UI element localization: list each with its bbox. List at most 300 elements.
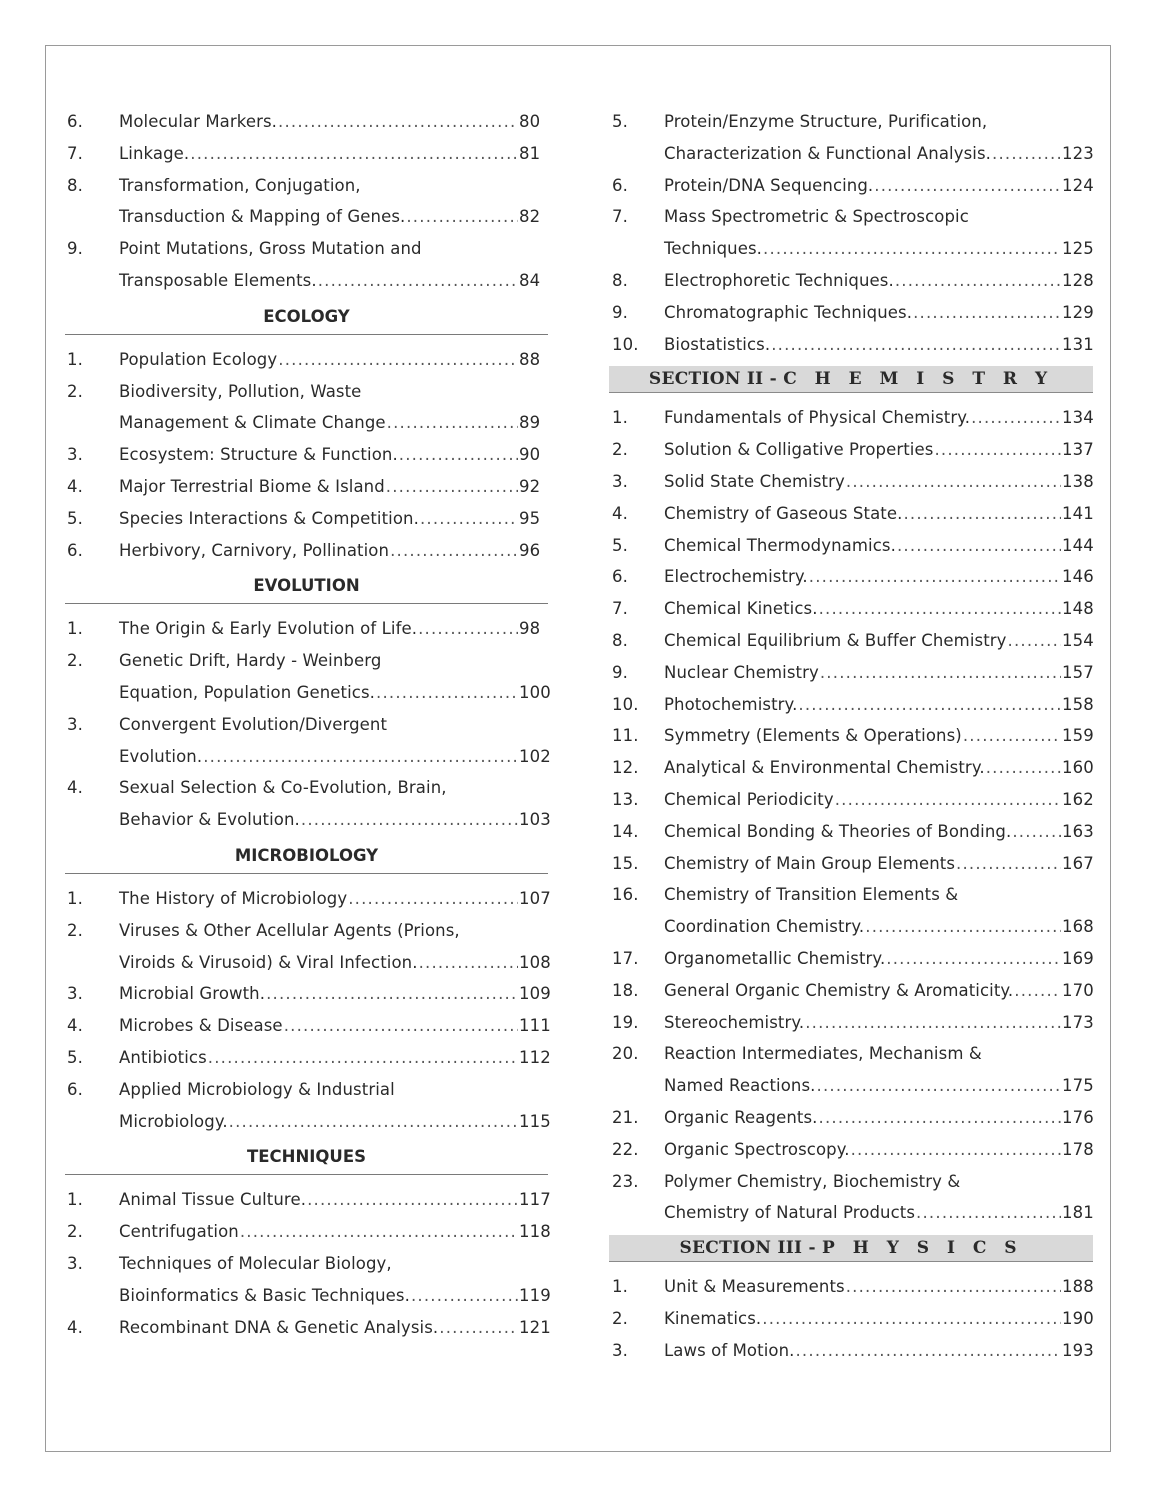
entry-title: Characterization & Functional Analysis. bbox=[664, 143, 992, 163]
entry-title: Techniques. bbox=[664, 239, 763, 259]
toc-entry[interactable] bbox=[67, 1042, 549, 1074]
dot-leader bbox=[771, 329, 1061, 361]
entry-page-number: 134 bbox=[1062, 408, 1094, 428]
entry-page-number: 170 bbox=[1062, 980, 1094, 1000]
toc-entry[interactable] bbox=[612, 911, 1093, 943]
entry-title: Chemical Equilibrium & Buffer Chemistry bbox=[664, 630, 1007, 650]
entry-title: Management & Climate Change bbox=[119, 413, 386, 433]
entry-number: 4. bbox=[67, 1016, 83, 1036]
entry-page-number: 188 bbox=[1062, 1277, 1094, 1297]
toc-entry[interactable] bbox=[612, 530, 1093, 562]
entry-page-number: 112 bbox=[519, 1047, 551, 1067]
entry-title: Electrophoretic Techniques. bbox=[664, 270, 894, 290]
entry-title: Population Ecology bbox=[119, 349, 278, 369]
entry-title: Mass Spectrometric & Spectroscopic bbox=[664, 207, 969, 227]
entry-page-number: 124 bbox=[1062, 175, 1094, 195]
section-heading: MICROBIOLOGY bbox=[65, 838, 548, 874]
entry-number: 3. bbox=[67, 1253, 83, 1273]
toc-entry[interactable] bbox=[67, 407, 549, 439]
entry-page-number: 158 bbox=[1062, 694, 1094, 714]
entry-page-number: 107 bbox=[519, 888, 551, 908]
dot-leader bbox=[865, 911, 1061, 943]
toc-entry[interactable] bbox=[612, 975, 1093, 1007]
entry-title: Species Interactions & Competition. bbox=[119, 508, 419, 528]
entry-number: 5. bbox=[67, 508, 83, 528]
entry-page-number: 160 bbox=[1062, 758, 1094, 778]
dot-leader bbox=[419, 947, 518, 979]
entry-number: 5. bbox=[612, 535, 628, 555]
toc-entry[interactable] bbox=[67, 772, 549, 804]
dot-leader bbox=[278, 106, 518, 138]
entry-number: 10. bbox=[612, 694, 639, 714]
entry-page-number: 168 bbox=[1062, 917, 1094, 937]
entry-title: Laws of Motion. bbox=[664, 1340, 795, 1360]
entry-number: 17. bbox=[612, 948, 639, 968]
entry-number: 2. bbox=[67, 920, 83, 940]
entry-number: 2. bbox=[612, 1308, 628, 1328]
dot-leader bbox=[406, 201, 518, 233]
entry-title: General Organic Chemistry & Aromaticity. bbox=[664, 980, 1014, 1000]
entry-page-number: 181 bbox=[1062, 1203, 1094, 1223]
toc-entry[interactable] bbox=[67, 201, 549, 233]
toc-entry[interactable] bbox=[612, 265, 1093, 297]
dot-leader bbox=[266, 978, 518, 1010]
entry-page-number: 109 bbox=[519, 984, 551, 1004]
toc-entry[interactable] bbox=[612, 943, 1093, 975]
dot-leader bbox=[992, 138, 1061, 170]
entry-title: Animal Tissue Culture. bbox=[119, 1190, 307, 1210]
entry-title: Chemistry of Transition Elements & bbox=[664, 885, 959, 905]
dot-leader bbox=[376, 677, 518, 709]
entry-page-number: 154 bbox=[1062, 630, 1094, 650]
dot-leader bbox=[240, 1216, 518, 1248]
entry-title: Convergent Evolution/Divergent bbox=[119, 714, 388, 734]
entry-title: Protein/Enzyme Structure, Purification, bbox=[664, 112, 988, 131]
toc-entry[interactable] bbox=[67, 1010, 549, 1042]
dot-leader bbox=[903, 498, 1061, 530]
entry-title: Antibiotics bbox=[119, 1047, 207, 1067]
entry-number: 7. bbox=[612, 599, 628, 619]
entry-page-number: 157 bbox=[1062, 662, 1094, 682]
entry-number: 9. bbox=[67, 239, 83, 259]
entry-number: 8. bbox=[612, 630, 628, 650]
toc-entry[interactable] bbox=[67, 1248, 549, 1280]
entry-title: Bioinformatics & Basic Techniques. bbox=[119, 1285, 410, 1305]
entry-page-number: 108 bbox=[519, 952, 551, 972]
toc-entry[interactable] bbox=[612, 879, 1093, 911]
toc-entry[interactable] bbox=[612, 106, 1093, 138]
toc-entry[interactable] bbox=[612, 689, 1093, 721]
entry-title: Chemistry of Gaseous State. bbox=[664, 503, 903, 523]
entry-number: 1. bbox=[67, 619, 83, 639]
toc-entry[interactable] bbox=[612, 466, 1093, 498]
dot-leader bbox=[835, 784, 1061, 816]
entry-page-number: 81 bbox=[519, 143, 541, 163]
toc-entry[interactable] bbox=[612, 593, 1093, 625]
entry-number: 2. bbox=[67, 381, 83, 401]
dot-leader bbox=[348, 883, 518, 915]
entry-page-number: 111 bbox=[519, 1016, 551, 1036]
toc-entry[interactable] bbox=[612, 848, 1093, 880]
entry-title: Chemistry of Main Group Elements bbox=[664, 853, 956, 873]
entry-page-number: 128 bbox=[1062, 270, 1094, 290]
entry-title: Chromatographic Techniques. bbox=[664, 302, 913, 322]
entry-title: Recombinant DNA & Genetic Analysis. bbox=[119, 1317, 439, 1337]
dot-leader bbox=[795, 1335, 1061, 1367]
entry-title: Solution & Colligative Properties bbox=[664, 440, 934, 460]
dot-leader bbox=[278, 344, 518, 376]
entry-title: Analytical & Environmental Chemistry. bbox=[664, 758, 985, 778]
toc-entry[interactable] bbox=[612, 1038, 1093, 1070]
toc-entry[interactable] bbox=[67, 645, 549, 677]
entry-page-number: 123 bbox=[1062, 143, 1094, 163]
toc-entry[interactable] bbox=[67, 535, 549, 567]
entry-title: Linkage. bbox=[119, 143, 190, 163]
dot-leader bbox=[798, 689, 1061, 721]
dot-leader bbox=[762, 1303, 1061, 1335]
section-banner bbox=[609, 366, 1093, 393]
toc-entry[interactable] bbox=[612, 1335, 1093, 1367]
entry-number: 13. bbox=[612, 789, 639, 809]
entry-page-number: 162 bbox=[1062, 789, 1094, 809]
entry-title: Transformation, Conjugation, bbox=[119, 175, 361, 195]
entry-number: 9. bbox=[612, 662, 628, 682]
dot-leader bbox=[203, 741, 518, 773]
toc-entry[interactable] bbox=[67, 978, 549, 1010]
entry-number: 6. bbox=[612, 567, 628, 587]
toc-entry[interactable] bbox=[612, 201, 1093, 233]
section-banner-subject: C H E M I S T R Y bbox=[783, 369, 1054, 390]
toc-entry[interactable] bbox=[612, 1166, 1093, 1198]
toc-entry[interactable] bbox=[67, 265, 549, 297]
dot-leader bbox=[387, 407, 518, 439]
entry-page-number: 169 bbox=[1062, 948, 1094, 968]
entry-title: Equation, Population Genetics. bbox=[119, 682, 376, 702]
entry-number: 4. bbox=[67, 1317, 83, 1337]
dot-leader bbox=[399, 439, 518, 471]
dot-leader bbox=[846, 1271, 1061, 1303]
dot-leader bbox=[886, 943, 1061, 975]
dot-leader bbox=[1012, 816, 1061, 848]
entry-number: 6. bbox=[67, 540, 83, 560]
entry-title: Chemical Periodicity bbox=[664, 789, 834, 809]
entry-page-number: 98 bbox=[519, 619, 541, 639]
entry-title: Electrochemistry. bbox=[664, 567, 808, 587]
entry-number: 20. bbox=[612, 1044, 639, 1064]
entry-page-number: 193 bbox=[1062, 1340, 1094, 1360]
toc-entry[interactable] bbox=[612, 1271, 1093, 1303]
entry-title: Chemistry of Natural Products bbox=[664, 1203, 916, 1223]
entry-number: 16. bbox=[612, 885, 639, 905]
dot-leader bbox=[819, 593, 1061, 625]
toc-entry[interactable] bbox=[612, 1007, 1093, 1039]
dot-leader bbox=[971, 402, 1061, 434]
dot-leader bbox=[418, 613, 518, 645]
toc-entry[interactable] bbox=[67, 471, 549, 503]
entry-page-number: 95 bbox=[519, 508, 541, 528]
toc-entry[interactable] bbox=[612, 1070, 1093, 1102]
entry-title: Biostatistics. bbox=[664, 334, 771, 354]
entry-number: 1. bbox=[67, 349, 83, 369]
entry-number: 15. bbox=[612, 853, 639, 873]
dot-leader bbox=[301, 804, 518, 836]
toc-entry[interactable] bbox=[67, 883, 549, 915]
toc-entry[interactable] bbox=[612, 625, 1093, 657]
toc-entry[interactable] bbox=[67, 106, 549, 138]
toc-entry[interactable] bbox=[612, 138, 1093, 170]
entry-page-number: 175 bbox=[1062, 1076, 1094, 1096]
section-heading: ECOLOGY bbox=[65, 299, 548, 335]
entry-page-number: 90 bbox=[519, 445, 541, 465]
toc-entry[interactable] bbox=[67, 709, 549, 741]
entry-title: Major Terrestrial Biome & Island bbox=[119, 476, 385, 496]
toc-entry[interactable] bbox=[612, 297, 1093, 329]
toc-entry[interactable] bbox=[612, 657, 1093, 689]
entry-number: 3. bbox=[67, 714, 83, 734]
entry-page-number: 167 bbox=[1062, 853, 1094, 873]
entry-page-number: 88 bbox=[519, 349, 541, 369]
entry-title: Genetic Drift, Hardy - Weinberg bbox=[119, 651, 382, 671]
entry-page-number: 148 bbox=[1062, 599, 1094, 619]
entry-number: 4. bbox=[612, 503, 628, 523]
dot-leader bbox=[809, 561, 1061, 593]
section-banner-prefix: SECTION II - bbox=[648, 369, 784, 390]
toc-entry[interactable] bbox=[67, 233, 549, 265]
entry-page-number: 125 bbox=[1062, 239, 1094, 259]
entry-number: 22. bbox=[612, 1139, 639, 1159]
toc-entry[interactable] bbox=[612, 1197, 1093, 1229]
entry-title: Kinematics. bbox=[664, 1308, 762, 1328]
dot-leader bbox=[963, 720, 1061, 752]
toc-entry[interactable] bbox=[67, 138, 549, 170]
entry-title: Chemical Bonding & Theories of Bonding. bbox=[664, 821, 1012, 841]
dot-leader bbox=[895, 265, 1061, 297]
entry-title: Named Reactions. bbox=[664, 1076, 816, 1096]
entry-page-number: 115 bbox=[519, 1111, 551, 1131]
entry-page-number: 129 bbox=[1062, 302, 1094, 322]
toc-entry[interactable] bbox=[612, 434, 1093, 466]
toc-entry[interactable] bbox=[67, 344, 549, 376]
entry-page-number: 100 bbox=[519, 682, 551, 702]
entry-title: Organic Reagents. bbox=[664, 1107, 818, 1127]
toc-entry[interactable] bbox=[67, 613, 549, 645]
entry-number: 3. bbox=[612, 1340, 628, 1360]
entry-page-number: 103 bbox=[519, 810, 551, 830]
entry-number: 4. bbox=[67, 476, 83, 496]
dot-leader bbox=[318, 265, 518, 297]
entry-number: 8. bbox=[67, 175, 83, 195]
dot-leader bbox=[819, 1102, 1061, 1134]
dot-leader bbox=[307, 1184, 518, 1216]
entry-page-number: 82 bbox=[519, 207, 541, 227]
toc-entry[interactable] bbox=[67, 1280, 549, 1312]
entry-title: The Origin & Early Evolution of Life. bbox=[119, 619, 418, 639]
dot-leader bbox=[956, 848, 1061, 880]
toc-entry[interactable] bbox=[612, 720, 1093, 752]
toc-entry[interactable] bbox=[612, 1102, 1093, 1134]
entry-title: Centrifugation bbox=[119, 1222, 239, 1242]
entry-number: 2. bbox=[67, 651, 83, 671]
dot-leader bbox=[913, 297, 1061, 329]
entry-number: 21. bbox=[612, 1107, 639, 1127]
entry-title: Microbiology. bbox=[119, 1111, 228, 1131]
entry-title: Microbial Growth. bbox=[119, 984, 266, 1004]
entry-number: 5. bbox=[67, 1047, 83, 1067]
dot-leader bbox=[986, 752, 1061, 784]
toc-entry[interactable] bbox=[612, 329, 1093, 361]
entry-number: 1. bbox=[612, 1277, 628, 1297]
entry-title: Solid State Chemistry bbox=[664, 471, 845, 491]
toc-right-column bbox=[612, 106, 1093, 1366]
entry-number: 6. bbox=[67, 112, 83, 131]
entry-title: Molecular Markers. bbox=[119, 112, 277, 131]
entry-number: 14. bbox=[612, 821, 639, 841]
entry-number: 2. bbox=[612, 440, 628, 460]
entry-page-number: 92 bbox=[519, 476, 541, 496]
entry-title: Biodiversity, Pollution, Waste bbox=[119, 381, 362, 401]
entry-title: Transduction & Mapping of Genes. bbox=[119, 207, 406, 227]
entry-number: 6. bbox=[612, 175, 628, 195]
dot-leader bbox=[208, 1042, 518, 1074]
toc-entry[interactable] bbox=[612, 784, 1093, 816]
entry-number: 18. bbox=[612, 980, 639, 1000]
entry-title: Chemical Thermodynamics. bbox=[664, 535, 896, 555]
dot-leader bbox=[820, 657, 1061, 689]
entry-page-number: 80 bbox=[519, 112, 541, 131]
toc-entry[interactable] bbox=[67, 170, 549, 202]
section-banner bbox=[609, 1235, 1093, 1262]
dot-leader bbox=[934, 434, 1061, 466]
entry-title: The History of Microbiology bbox=[119, 888, 348, 908]
entry-number: 1. bbox=[67, 1190, 83, 1210]
entry-title: Ecosystem: Structure & Function. bbox=[119, 445, 398, 465]
toc-entry[interactable] bbox=[67, 1074, 549, 1106]
entry-number: 11. bbox=[612, 726, 639, 746]
toc-entry[interactable] bbox=[612, 816, 1093, 848]
entry-page-number: 118 bbox=[519, 1222, 551, 1242]
section-banner-prefix: SECTION III - bbox=[679, 1238, 823, 1259]
toc-entry[interactable] bbox=[67, 503, 549, 535]
entry-number: 12. bbox=[612, 758, 639, 778]
entry-page-number: 117 bbox=[519, 1190, 551, 1210]
entry-number: 3. bbox=[67, 984, 83, 1004]
entry-title: Fundamentals of Physical Chemistry. bbox=[664, 408, 971, 428]
section-heading: EVOLUTION bbox=[65, 568, 548, 604]
dot-leader bbox=[386, 471, 518, 503]
toc-entry[interactable] bbox=[612, 402, 1093, 434]
entry-number: 6. bbox=[67, 1079, 83, 1099]
dot-leader bbox=[411, 1280, 518, 1312]
entry-title: Point Mutations, Gross Mutation and bbox=[119, 239, 422, 259]
entry-page-number: 178 bbox=[1062, 1139, 1094, 1159]
toc-entry[interactable] bbox=[612, 1303, 1093, 1335]
dot-leader bbox=[390, 535, 518, 567]
dot-leader bbox=[190, 138, 518, 170]
entry-title: Behavior & Evolution. bbox=[119, 810, 300, 830]
entry-number: 19. bbox=[612, 1012, 639, 1032]
dot-leader bbox=[284, 1010, 518, 1042]
entry-title: Polymer Chemistry, Biochemistry & bbox=[664, 1171, 961, 1191]
entry-page-number: 138 bbox=[1062, 471, 1094, 491]
dot-leader bbox=[1014, 975, 1061, 1007]
toc-entry[interactable] bbox=[67, 741, 549, 773]
toc-entry[interactable] bbox=[612, 1134, 1093, 1166]
entry-title: Protein/DNA Sequencing. bbox=[664, 175, 874, 195]
toc-entry[interactable] bbox=[67, 1216, 549, 1248]
dot-leader bbox=[805, 1007, 1061, 1039]
dot-leader bbox=[846, 466, 1061, 498]
toc-entry[interactable] bbox=[67, 1312, 549, 1344]
entry-title: Organic Spectroscopy. bbox=[664, 1139, 850, 1159]
toc-entry[interactable] bbox=[612, 170, 1093, 202]
entry-page-number: 144 bbox=[1062, 535, 1094, 555]
toc-entry[interactable] bbox=[612, 752, 1093, 784]
entry-number: 5. bbox=[612, 112, 628, 131]
entry-title: Herbivory, Carnivory, Pollination bbox=[119, 540, 390, 560]
toc-entry[interactable] bbox=[67, 804, 549, 836]
entry-title: Reaction Intermediates, Mechanism & bbox=[664, 1044, 982, 1064]
toc-entry[interactable] bbox=[67, 1184, 549, 1216]
toc-entry[interactable] bbox=[67, 677, 549, 709]
entry-number: 7. bbox=[612, 207, 628, 227]
toc-left-column bbox=[67, 106, 549, 1343]
entry-title: Viroids & Virusoid) & Viral Infection. bbox=[119, 952, 418, 972]
entry-page-number: 141 bbox=[1062, 503, 1094, 523]
entry-page-number: 89 bbox=[519, 413, 541, 433]
section-banner-subject: P H Y S I C S bbox=[822, 1238, 1023, 1259]
entry-number: 2. bbox=[67, 1222, 83, 1242]
toc-entry[interactable] bbox=[67, 947, 549, 979]
entry-number: 7. bbox=[67, 143, 83, 163]
toc-entry[interactable] bbox=[612, 561, 1093, 593]
entry-title: Unit & Measurements bbox=[664, 1277, 845, 1297]
entry-number: 23. bbox=[612, 1171, 639, 1191]
entry-title: Microbes & Disease bbox=[119, 1016, 283, 1036]
dot-leader bbox=[851, 1134, 1061, 1166]
entry-title: Viruses & Other Acellular Agents (Prions, bbox=[119, 920, 460, 940]
entry-title: Sexual Selection & Co-Evolution, Brain, bbox=[119, 778, 447, 798]
entry-title: Transposable Elements. bbox=[119, 270, 317, 290]
entry-page-number: 176 bbox=[1062, 1107, 1094, 1127]
entry-number: 3. bbox=[67, 445, 83, 465]
toc-entry[interactable] bbox=[67, 915, 549, 947]
entry-page-number: 121 bbox=[519, 1317, 551, 1337]
entry-page-number: 190 bbox=[1062, 1308, 1094, 1328]
entry-number: 3. bbox=[612, 471, 628, 491]
dot-leader bbox=[229, 1106, 518, 1138]
toc-entry[interactable] bbox=[67, 439, 549, 471]
entry-page-number: 96 bbox=[519, 540, 541, 560]
entry-page-number: 102 bbox=[519, 746, 551, 766]
entry-title: Symmetry (Elements & Operations) bbox=[664, 726, 962, 746]
entry-title: Evolution. bbox=[119, 746, 203, 766]
toc-entry[interactable] bbox=[612, 498, 1093, 530]
dot-leader bbox=[874, 170, 1061, 202]
toc-entry[interactable] bbox=[67, 1106, 549, 1138]
toc-entry[interactable] bbox=[67, 376, 549, 408]
entry-page-number: 173 bbox=[1062, 1012, 1094, 1032]
dot-leader bbox=[439, 1312, 518, 1344]
toc-entry[interactable] bbox=[612, 233, 1093, 265]
entry-page-number: 84 bbox=[519, 270, 541, 290]
entry-number: 1. bbox=[612, 408, 628, 428]
entry-title: Stereochemistry. bbox=[664, 1012, 805, 1032]
entry-page-number: 146 bbox=[1062, 567, 1094, 587]
entry-page-number: 163 bbox=[1062, 821, 1094, 841]
entry-page-number: 119 bbox=[519, 1285, 551, 1305]
entry-title: Applied Microbiology & Industrial bbox=[119, 1079, 395, 1099]
entry-page-number: 137 bbox=[1062, 440, 1094, 460]
